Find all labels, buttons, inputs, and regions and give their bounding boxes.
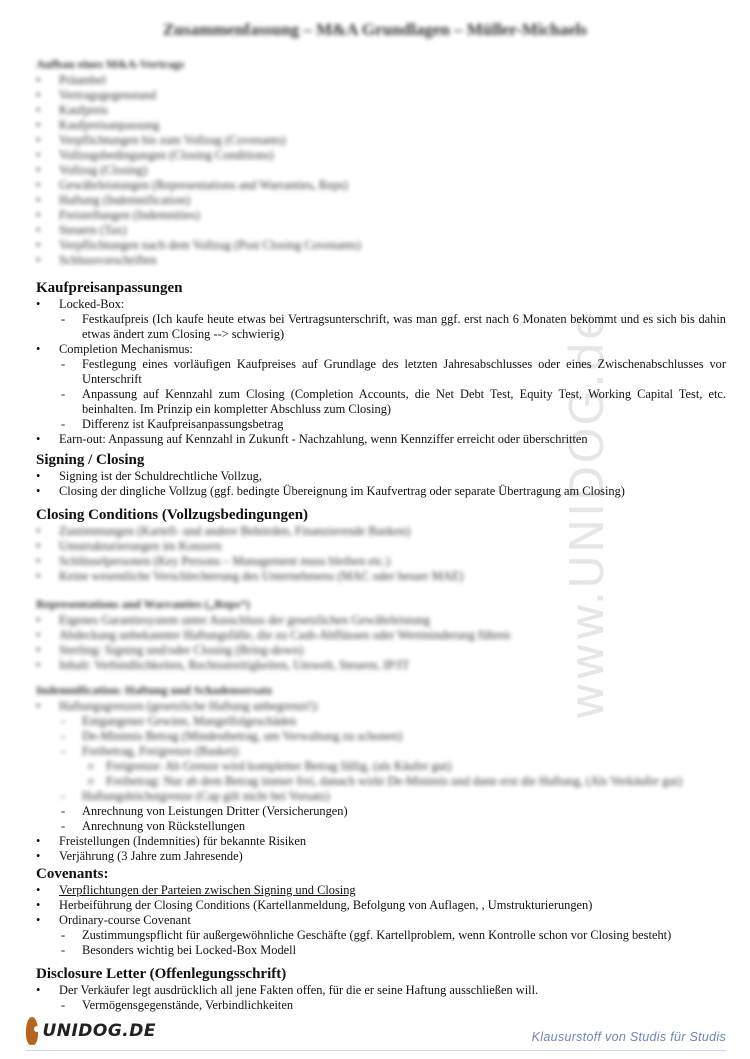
logo-text: UNIDOG.DE: [42, 1021, 156, 1041]
footer-divider: [26, 1050, 726, 1051]
document-title: Zusammenfassung – M&A Grundlagen – Müller-Michaels: [163, 20, 587, 39]
bullet-list: [36, 73, 726, 268]
section-kaufpreisanpassungen: [36, 280, 726, 447]
bullet-list: [36, 883, 726, 958]
sub-item: - Anrechnung von Rückstellungen: [36, 819, 726, 834]
list-item: • Signing ist der Schuldrechtliche Vollzug,: [36, 469, 726, 484]
list-item: • Präambel: [36, 73, 726, 88]
list-item: • Der Verkäufer legt ausdrücklich all jene Fakten offen, für die er seine Haftung ausschließen will.: [36, 983, 726, 998]
bullet-list: [36, 469, 726, 499]
list-item: • Abdeckung unbekannter Haftungsfälle, die zu Cash-Abflüssen oder Wertminderung führen: [36, 628, 726, 643]
bullet-list: [36, 699, 726, 864]
list-item: • Earn-out: Anpassung auf Kennzahl in Zukunft - Nachzahlung, wenn Kennziffer erreicht oder überschritten: [36, 432, 726, 447]
bullet-list: [36, 524, 726, 584]
sub-item: - Haftungshöchstgrenze (Cap gilt nicht bei Vorsatz): [36, 789, 726, 804]
dog-icon: [26, 1017, 38, 1045]
sub-item: - Festlegung eines vorläufigen Kaufpreises auf Grundlage des letzten Jahresabschlusses oder eines Zwischenabschlusses vor Unterschrift: [36, 357, 726, 387]
sub-item: - Differenz ist Kaufpreisanpassungsbetrag: [36, 417, 726, 432]
sub-item: - Zustimmungspflicht für außergewöhnliche Geschäfte (ggf. Kartellproblem, wenn Kontrolle schon vor Closing besteht): [36, 928, 726, 943]
watermark: www.UNIDOG.de: [560, 309, 614, 720]
section-heading: Kaufpreisanpassungen: [36, 280, 183, 296]
list-item: • Freistellungen (Indemnities) für bekannte Risiken: [36, 834, 726, 849]
list-item: • Sterling: Signing und/oder Closing (Bring-down): [36, 643, 726, 658]
list-item: • Completion Mechanismus:: [36, 342, 726, 357]
list-item: • Locked-Box:: [36, 297, 726, 312]
section-closing-conditions: [36, 507, 726, 584]
list-item: • Ordinary-course Covenant: [36, 913, 726, 928]
section-heading: Indemnification: Haftung und Schadensersatz: [36, 683, 273, 697]
section-signing-closing: [36, 452, 726, 499]
list-item: • Vertragsgegenstand: [36, 88, 726, 103]
section-heading: Signing / Closing: [36, 452, 145, 468]
underlined-text: Verpflichtungen der Parteien zwischen Signing und Closing: [59, 883, 356, 897]
sub-item: - De-Minimis Betrag (Mindestbetrag, um Verwaltung zu schonen): [36, 729, 726, 744]
list-item: • Umstrukturierungen im Konzern: [36, 539, 726, 554]
list-item: • Eigenes Garantiesystem unter Ausschluss der gesetzlichen Gewährleistung: [36, 613, 726, 628]
unidog-logo[interactable]: [26, 1014, 156, 1048]
list-item: • Verpflichtungen bis zum Vollzug (Covenants): [36, 133, 726, 148]
section-reps: [36, 596, 726, 673]
sub-item: - Entgangener Gewinn, Mangelfolgeschäden: [36, 714, 726, 729]
list-item: • Verpflichtungen nach dem Vollzug (Post Closing Covenants): [36, 238, 726, 253]
section-heading: Aufbau eines M&A-Vertrags: [36, 57, 185, 71]
footer-tagline: Klausurstoff von Studis für Studis: [531, 1030, 726, 1044]
list-item: • Kaufpreis: [36, 103, 726, 118]
section-covenants: [36, 866, 726, 958]
list-item: • Haftungsgrenzen (gesetzliche Haftung unbegrenzt!):: [36, 699, 726, 714]
section-vertragsaufbau: [36, 56, 726, 268]
sub-item: - Anrechnung von Leistungen Dritter (Versicherungen): [36, 804, 726, 819]
list-item: • Freistellungen (Indemnities): [36, 208, 726, 223]
list-item: • Schlussvorschriften: [36, 253, 726, 268]
bullet-list: [36, 297, 726, 447]
bullet-list: [36, 983, 726, 1013]
section-indemnification: [36, 682, 726, 864]
sub-item: - Festkaufpreis (Ich kaufe heute etwas bei Vertragsunterschrift, was man ggf. erst nach 6 Monaten bekommt und es sich bis dahin etwas ändert zum Closing --> schwierig): [36, 312, 726, 342]
list-item: • Inhalt: Verbindlichkeiten, Rechtsstreitigkeiten, Umwelt, Steuern, IP/IT: [36, 658, 726, 673]
list-item: • Vollzug (Closing): [36, 163, 726, 178]
section-heading: Closing Conditions (Vollzugsbedingungen): [36, 507, 309, 523]
bullet-list: [36, 613, 726, 673]
sub-sub-item: o Freigrenze: Ab Grenze wird kompletter Betrag fällig, (als Käufer gut): [36, 759, 726, 774]
list-item: • Steuern (Tax): [36, 223, 726, 238]
list-item: • Kaufpreisanpassung: [36, 118, 726, 133]
list-item: • Keine wesentliche Verschlechterung des Unternehmens (MAC oder besser MAE): [36, 569, 726, 584]
list-item: • Closing der dingliche Vollzug (ggf. bedingte Übereignung im Kaufvertrag oder separate Übertragung am Closing): [36, 484, 726, 499]
list-item: • Verjährung (3 Jahre zum Jahresende): [36, 849, 726, 864]
list-item: • Herbeiführung der Closing Conditions (Kartellanmeldung, Befolgung von Auflagen, , Umstrukturierungen): [36, 898, 726, 913]
section-heading: Representations and Warranties („Reps“): [36, 597, 250, 611]
sub-item: - Besonders wichtig bei Locked-Box Modell: [36, 943, 726, 958]
sub-item: - Freibetrag, Freigrenze (Basket):: [36, 744, 726, 759]
list-item: [36, 883, 726, 898]
list-item: • Gewährleistungen (Representations and Warranties, Reps): [36, 178, 726, 193]
section-disclosure-letter: [36, 966, 726, 1013]
section-heading: Disclosure Letter (Offenlegungsschrift): [36, 966, 287, 982]
sub-item: - Anpassung auf Kennzahl zum Closing (Completion Accounts, die Net Debt Test, Equity Test, Working Capital Test, etc. beinhalten. Im Prinzip ein kompletter Abschluss zum Closing): [36, 387, 726, 417]
list-item: • Schlüsselpersonen (Key Persons – Management muss bleiben etc.): [36, 554, 726, 569]
list-item: • Vollzugsbedingungen (Closing Conditions): [36, 148, 726, 163]
list-item: • Haftung (Indemnification): [36, 193, 726, 208]
sub-sub-item: o Freibetrag: Nur ab dem Betrag immer frei, danach wirkt De-Minimis und dann erst die Haftung, (Als Verkäufer gut): [36, 774, 726, 789]
sub-item: - Vermögensgegenstände, Verbindlichkeiten: [36, 998, 726, 1013]
list-item: • Zustimmungen (Kartell- und andere Behörden, Finanzierende Banken): [36, 524, 726, 539]
section-heading: Covenants:: [36, 866, 109, 882]
